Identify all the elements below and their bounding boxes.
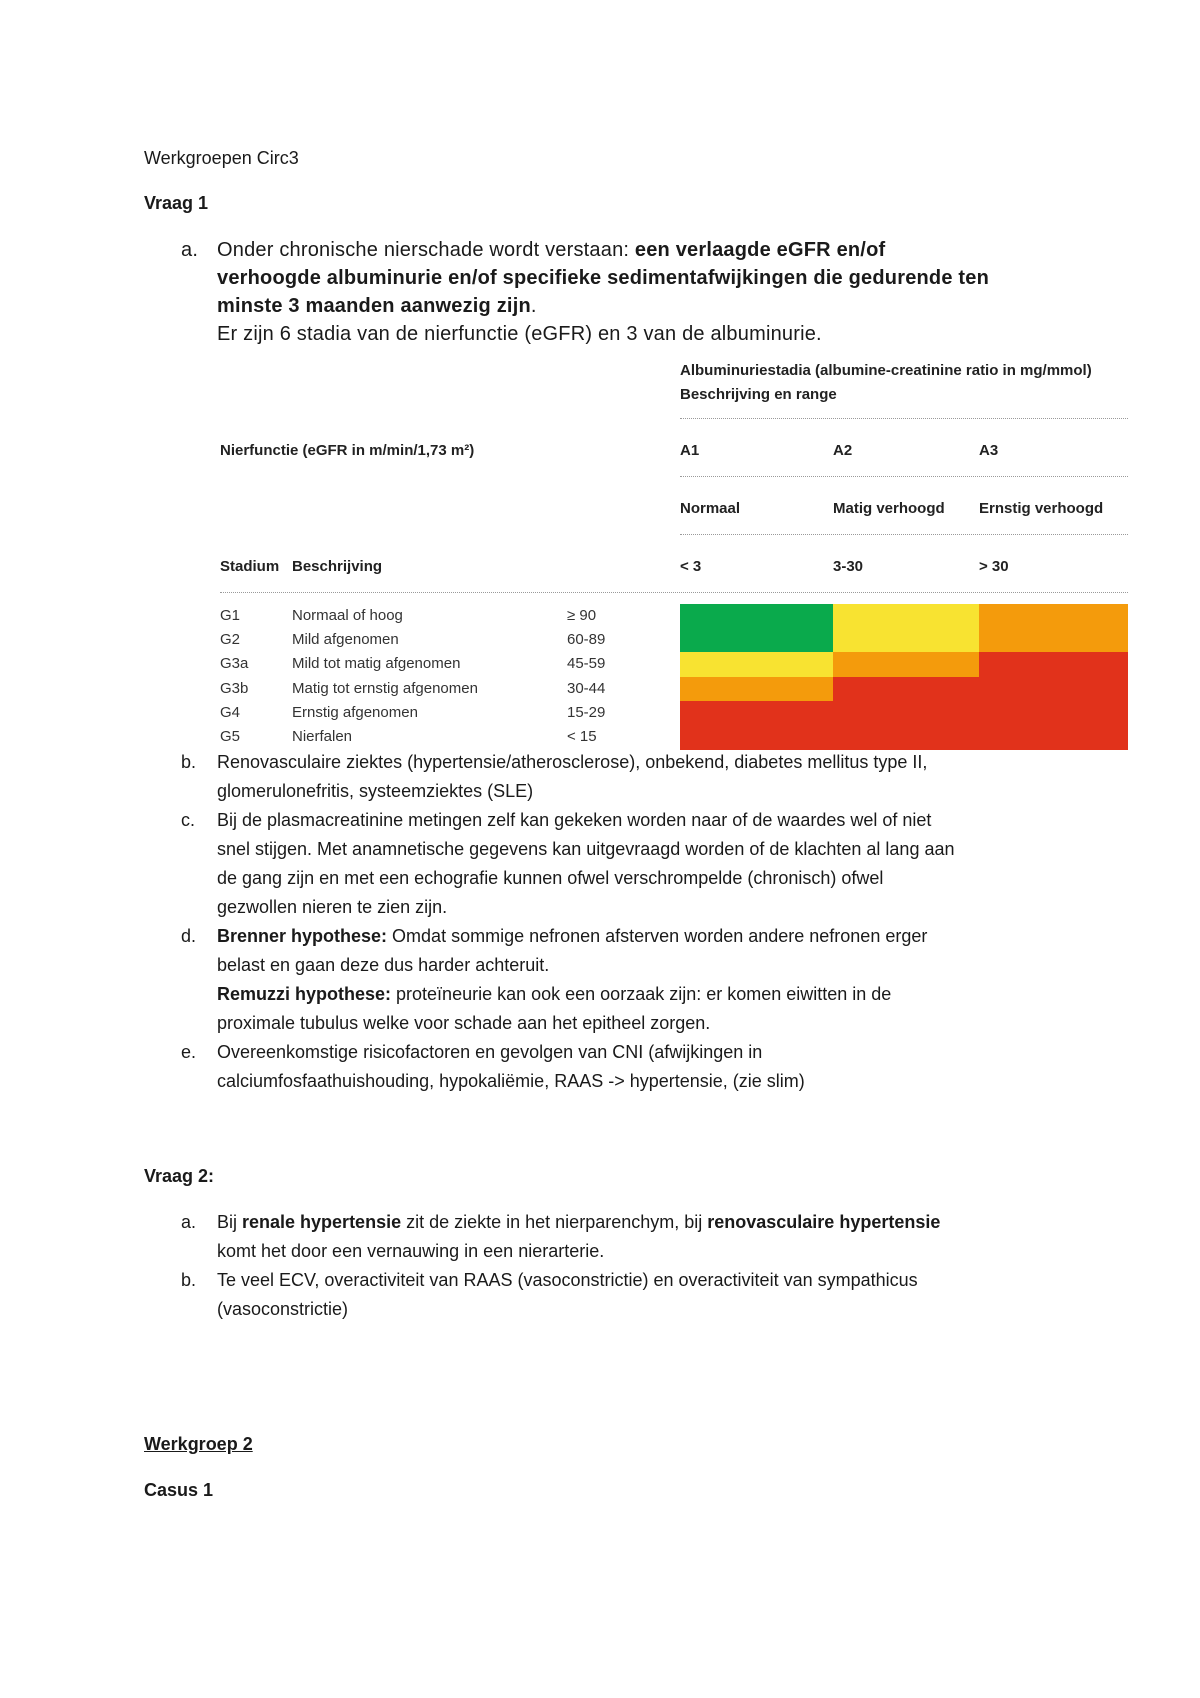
risk-cell-g3a-a2: [833, 652, 979, 677]
item-c-line-4: gezwollen nieren te zien zijn.: [217, 897, 448, 917]
risk-cell-g3b-a1: [680, 677, 833, 702]
col-a3-code: A3: [979, 442, 999, 459]
remuzzi-line-1: proteïneurie kan ook een oorzaak zijn: er komen eiwitten in de: [391, 984, 892, 1004]
vraag2-item-b-text: [217, 1266, 1097, 1324]
item-c-text: [217, 806, 1097, 922]
item-e-line-2: calciumfosfaathuishouding, hypokaliëmie, RAAS -> hypertensie, (zie slim): [217, 1071, 805, 1091]
risk-cell-g2-a2: [833, 628, 979, 653]
item-b-text: [217, 748, 1097, 806]
risk-cell-g1-a2: [833, 604, 979, 629]
item-a-text: [217, 236, 1097, 348]
item-a-stages-line: Er zijn 6 stadia van de nierfunctie (eGFR) en 3 van de albuminurie.: [217, 323, 822, 345]
v2b-line-2: (vasoconstrictie): [217, 1299, 349, 1319]
gfr-stage-g2: G2: [220, 631, 241, 649]
gfr-desc-g1: Normaal of hoog: [292, 607, 403, 624]
item-a-period: .: [530, 295, 537, 317]
brenner-line-1: Omdat sommige nefronen afsterven worden andere nefronen erger: [387, 926, 928, 946]
casus-1-heading: Casus 1: [144, 1480, 214, 1500]
v2a-bold-1: renale hypertensie: [242, 1212, 402, 1232]
brenner-label: Brenner hypothese:: [217, 926, 388, 946]
item-a-bold-2: verhoogde albuminurie en/of specifieke sedimentafwijkingen die gedurende ten: [217, 267, 990, 289]
item-c-line-1: Bij de plasmacreatinine metingen zelf kan gekeken worden naar of de waardes wel of niet: [217, 810, 932, 830]
item-a-bold-1: een verlaagde eGFR en/of: [634, 239, 886, 261]
gfr-range-g2: 60-89: [567, 631, 606, 649]
gfr-desc-g2: Mild afgenomen: [292, 631, 399, 649]
risk-cell-g3b-a3: [979, 677, 1128, 702]
gfr-range-g4: 15-29: [567, 703, 606, 721]
item-a-letter: a.: [181, 239, 199, 261]
risk-cell-g5-a3: [979, 725, 1128, 750]
gfr-desc-g3a: Mild tot matig afgenomen: [292, 655, 461, 673]
risk-cell-g1-a3: [979, 604, 1128, 629]
item-e-letter: e.: [181, 1042, 197, 1062]
item-a-bold-3: minste 3 maanden aanwezig zijn: [217, 295, 531, 317]
gfr-title: Nierfunctie (eGFR in m/min/1,73 m²): [220, 442, 475, 459]
gfr-range-g3b: 30-44: [567, 679, 606, 697]
remuzzi-line-2: proximale tubulus welke voor schade aan het epitheel zorgen.: [217, 1013, 711, 1033]
albuminuria-title: Albuminuriestadia (albumine-creatinine ratio in mg/mmol): [680, 362, 1092, 379]
item-c-line-2: snel stijgen. Met anamnetische gegevens kan uitgevraagd worden of de klachten al lang aan: [217, 839, 955, 859]
risk-cell-g4-a2: [833, 701, 979, 726]
gfr-range-g5: < 15: [567, 728, 597, 745]
item-d-letter: d.: [181, 926, 197, 946]
risk-cell-g3a-a1: [680, 652, 833, 677]
col-a1-range: < 3: [680, 558, 702, 575]
item-e-line-1: Overeenkomstige risicofactoren en gevolgen van CNI (afwijkingen in: [217, 1042, 763, 1062]
gfr-stage-g5: G5: [220, 728, 241, 745]
v2b-line-1: Te veel ECV, overactiviteit van RAAS (vasoconstrictie) en overactiviteit van sympathicus: [217, 1270, 918, 1290]
risk-cell-g4-a1: [680, 701, 833, 726]
col-a3-range: > 30: [979, 558, 1009, 575]
item-b-line-1: Renovasculaire ziektes (hypertensie/atherosclerose), onbekend, diabetes mellitus type II,: [217, 752, 928, 772]
risk-cell-g3b-a2: [833, 677, 979, 702]
v2a-mid: zit de ziekte in het nierparenchym, bij: [401, 1212, 708, 1232]
col-a2-code: A2: [833, 442, 853, 459]
remuzzi-label: Remuzzi hypothese:: [217, 984, 392, 1004]
gfr-range-g3a: 45-59: [567, 655, 606, 673]
v2a-pre: Bij: [217, 1212, 243, 1232]
risk-cell-g2-a3: [979, 628, 1128, 653]
vraag2-item-a-text: [217, 1208, 1097, 1266]
risk-cell-g5-a2: [833, 725, 979, 750]
item-b-line-2: glomerulonefritis, systeemziektes (SLE): [217, 781, 534, 801]
item-d-text: [217, 922, 1097, 1038]
werkgroep-2-heading: Werkgroep 2: [144, 1434, 253, 1454]
gfr-desc-g3b: Matig tot ernstig afgenomen: [292, 679, 478, 697]
gfr-stage-g3b: G3b: [220, 679, 249, 697]
gfr-stage-g1: G1: [220, 607, 241, 624]
risk-cell-g3a-a3: [979, 652, 1128, 677]
gfr-stage-g3a: G3a: [220, 655, 249, 673]
risk-cell-g4-a3: [979, 701, 1128, 726]
v2a-bold-2: renovasculaire hypertensie: [707, 1212, 941, 1232]
risk-cell-g5-a1: [680, 725, 833, 750]
col-a3-desc: Ernstig verhoogd: [979, 500, 1104, 517]
risk-cell-g2-a1: [680, 628, 833, 653]
col-a2-range: 3-30: [833, 558, 864, 575]
v2a-line-2: komt het door een vernauwing in een nierarterie.: [217, 1241, 605, 1261]
gfr-stage-g4: G4: [220, 703, 241, 721]
brenner-line-2: belast en gaan deze dus harder achteruit.: [217, 955, 550, 975]
stadium-header: Stadium: [220, 558, 280, 575]
albuminuria-subtitle: Beschrijving en range: [680, 386, 837, 403]
ckd-staging-figure: [210, 360, 1130, 745]
beschrijving-header: Beschrijving: [292, 558, 383, 575]
col-a1-code: A1: [680, 442, 700, 459]
document-title: Werkgroepen Circ3: [144, 148, 299, 168]
col-a1-desc: Normaal: [680, 500, 741, 517]
gfr-range-g1: ≥ 90: [567, 607, 597, 624]
vraag2-item-a-letter: a.: [181, 1212, 197, 1232]
vraag-2-heading: Vraag 2:: [144, 1166, 215, 1186]
vraag-1-heading: Vraag 1: [144, 193, 209, 213]
gfr-desc-g5: Nierfalen: [292, 728, 353, 745]
item-b-letter: b.: [181, 752, 197, 772]
item-a-intro: Onder chronische nierschade wordt verstaan:: [217, 239, 635, 261]
item-c-line-3: de gang zijn en met een echografie kunnen ofwel verschrompelde (chronisch) ofwel: [217, 868, 884, 888]
gfr-desc-g4: Ernstig afgenomen: [292, 703, 418, 721]
risk-cell-g1-a1: [680, 604, 833, 629]
item-e-text: [217, 1038, 1097, 1096]
item-c-letter: c.: [181, 810, 196, 830]
col-a2-desc: Matig verhoogd: [833, 500, 945, 517]
vraag2-item-b-letter: b.: [181, 1270, 197, 1290]
